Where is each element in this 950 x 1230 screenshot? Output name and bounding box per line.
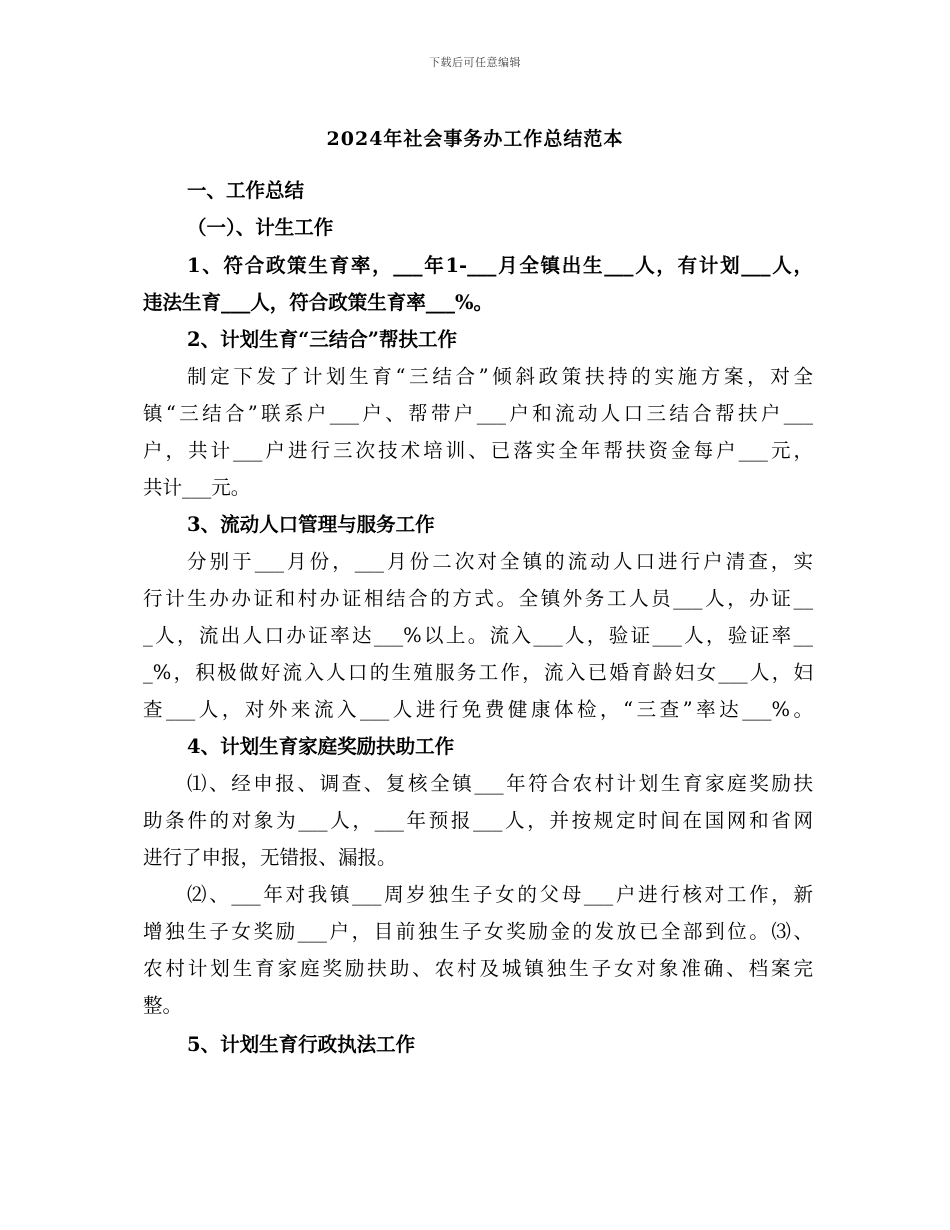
document-title: 2024年社会事务办工作总结范本 [326, 128, 624, 150]
paragraph-line: 查___人，对外来流入___人进行免费健康体检，“三查”率达___%。 [143, 698, 813, 721]
paragraph-line: 进行了申报，无错报、漏报。 [143, 846, 397, 869]
paragraph-line: 增独生子女奖励___户，目前独生子女奖励金的发放已全部到位。⑶、 [143, 920, 813, 943]
paragraph-line: 制定下发了计划生育“三结合”倾斜政策扶持的实施方案，对全 [187, 365, 813, 388]
paragraph-line: 1、符合政策生育率，___年1-___月全镇出生___人，有计划___人， [187, 254, 813, 277]
item-heading: 3、流动人口管理与服务工作 [187, 513, 435, 536]
paragraph-line: 镇“三结合”联系户___户、帮带户___户和流动人口三结合帮扶户___ [143, 402, 813, 425]
paragraph-line: _人，流出人口办证率达___%以上。流入___人，验证___人，验证率__ [143, 624, 813, 647]
item-heading: 5、计划生育行政执法工作 [187, 1033, 416, 1056]
page-header: 下载后可任意编辑 [429, 56, 521, 69]
paragraph-line: 违法生育___人，符合政策生育率___%。 [143, 291, 494, 314]
paragraph-line: _%，积极做好流入人口的生殖服务工作，流入已婚育龄妇女___人，妇 [143, 661, 813, 684]
section-heading: 一、工作总结 [187, 179, 305, 202]
paragraph-line: 共计___元。 [143, 476, 251, 499]
paragraph-line: 农村计划生育家庭奖励扶助、农村及城镇独生子女对象准确、档案完 [143, 957, 813, 980]
paragraph-line: 户，共计___户进行三次技术培训、已落实全年帮扶资金每户___元， [143, 439, 813, 462]
item-heading: 2、计划生育“三结合”帮扶工作 [187, 328, 458, 351]
subsection-heading: （一）、计生工作 [187, 216, 334, 239]
paragraph-line: 整。 [143, 994, 183, 1017]
paragraph-line: ⑴、经申报、调查、复核全镇___年符合农村计划生育家庭奖励扶 [187, 772, 813, 795]
paragraph-line: ⑵、___年对我镇___周岁独生子女的父母___户进行核对工作，新 [187, 883, 813, 906]
paragraph-line: 助条件的对象为___人，___年预报___人，并按规定时间在国网和省网 [143, 809, 813, 832]
item-heading: 4、计划生育家庭奖励扶助工作 [187, 735, 455, 758]
paragraph-line: 分别于___月份，___月份二次对全镇的流动人口进行户清查，实 [187, 550, 813, 573]
paragraph-line: 行计生办办证和村办证相结合的方式。全镇外务工人员___人，办证__ [143, 587, 813, 610]
